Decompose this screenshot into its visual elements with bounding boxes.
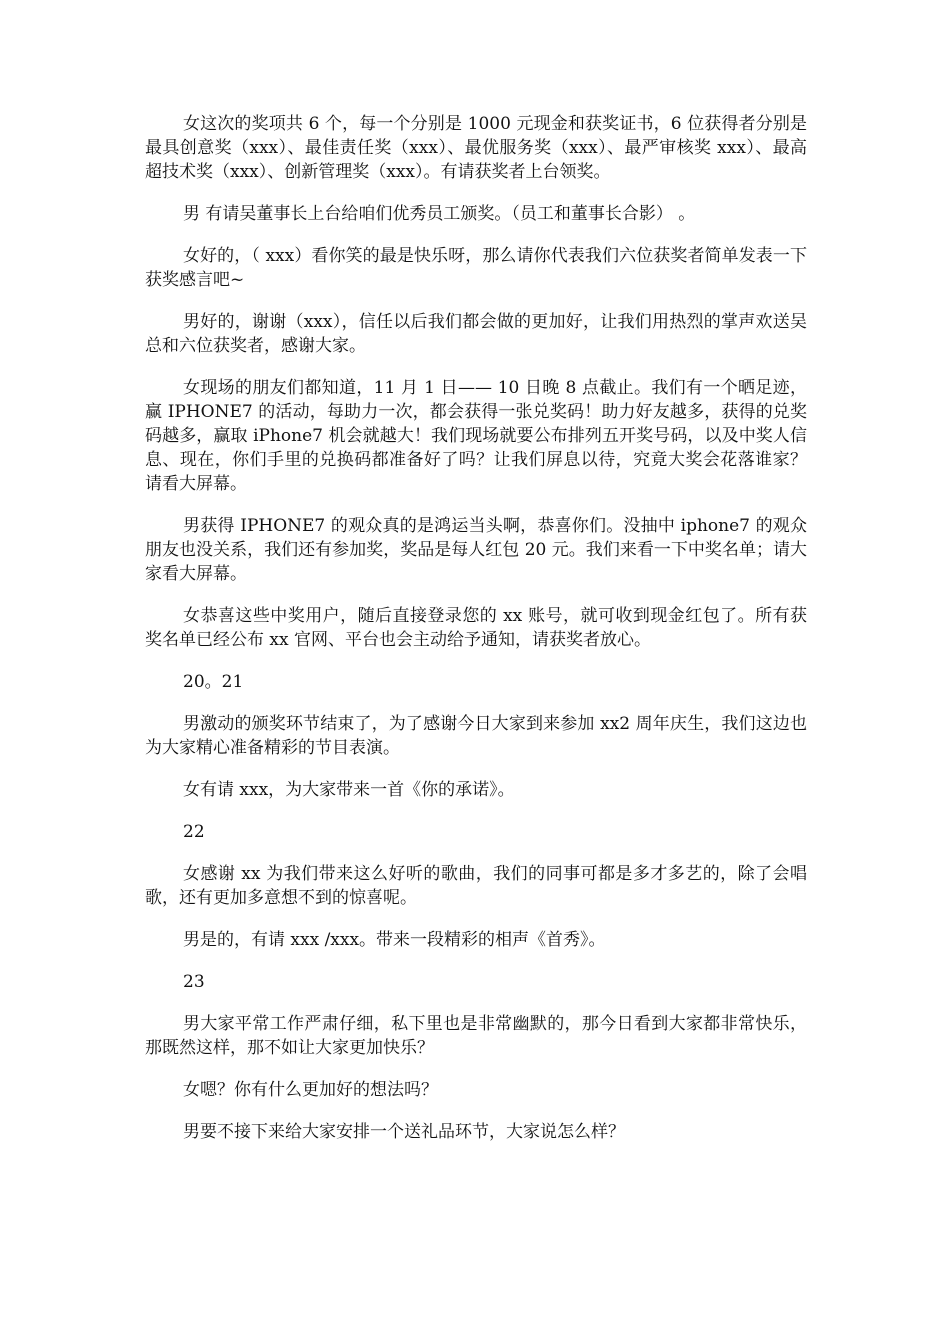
paragraph: 女恭喜这些中奖用户，随后直接登录您的 xx 账号，就可收到现金红包了。所有获奖名单已经公布 xx 官网、平台也会主动给予通知，请获奖者放心。 bbox=[145, 606, 807, 650]
paragraph: 男大家平常工作严肃仔细，私下里也是非常幽默的，那今日看到大家都非常快乐，那既然这样，那不如让大家更加快乐？ bbox=[145, 1014, 807, 1058]
paragraph: 女嗯？你有什么更加好的想法吗？ bbox=[183, 1080, 438, 1100]
paragraph: 女好的，（ xxx）看你笑的最是快乐呀，那么请你代表我们六位获奖者简单发表一下获奖感言吧~ bbox=[145, 246, 807, 290]
paragraph: 女有请 xxx，为大家带来一首《你的承诺》。 bbox=[183, 780, 515, 800]
paragraph: 男获得 IPHONE7 的观众真的是鸿运当头啊，恭喜你们。没抽中 iphone7 的观众朋友也没关系，我们还有参加奖，奖品是每人红包 20 元。我们来看一下中奖名单；请大家看大屏幕。 bbox=[145, 516, 807, 584]
paragraph: 女感谢 xx 为我们带来这么好听的歌曲，我们的同事可都是多才多艺的，除了会唱歌，还有更加多意想不到的惊喜呢。 bbox=[145, 864, 807, 908]
paragraph: 女这次的奖项共 6 个，每一个分别是 1000 元现金和获奖证书，6 位获得者分别是最具创意奖（xxx）、最佳责任奖（xxx）、最优服务奖（xxx）、最严审核奖 xxx）、最高超技术奖（xxx）、创新管理奖（xxx）。有请获奖者上台领奖。 bbox=[145, 114, 807, 182]
paragraph: 男激动的颁奖环节结束了，为了感谢今日大家到来参加 xx2 周年庆生，我们这边也为大家精心准备精彩的节目表演。 bbox=[145, 714, 807, 758]
paragraph: 男是的，有请 xxx /xxx。带来一段精彩的相声《首秀》。 bbox=[183, 930, 606, 950]
section-number: 22 bbox=[183, 822, 205, 842]
paragraph: 男好的，谢谢（xxx），信任以后我们都会做的更加好，让我们用热烈的掌声欢送吴总和六位获奖者，感谢大家。 bbox=[145, 312, 807, 356]
paragraph: 男 有请吴董事长上台给咱们优秀员工颁奖。（员工和董事长合影） 。 bbox=[183, 204, 696, 224]
paragraph: 男要不接下来给大家安排一个送礼品环节，大家说怎么样？ bbox=[183, 1122, 625, 1142]
document-body bbox=[145, 112, 807, 1162]
paragraph: 女现场的朋友们都知道，11 月 1 日—— 10 日晚 8 点截止。我们有一个晒足迹，赢 IPHONE7 的活动，每助力一次，都会获得一张兑奖码！助力好友越多，获得的兑奖码越多，赢取 iPhone7 机会就越大！我们现场就要公布排列五开奖号码，以及中奖人信息、现在，你们手里的兑换码都准备好了吗？让我们屏息以待，究竟大奖会花落谁家？请看大屏幕。 bbox=[145, 378, 807, 494]
section-number: 20。21 bbox=[183, 672, 244, 692]
section-number: 23 bbox=[183, 972, 205, 992]
